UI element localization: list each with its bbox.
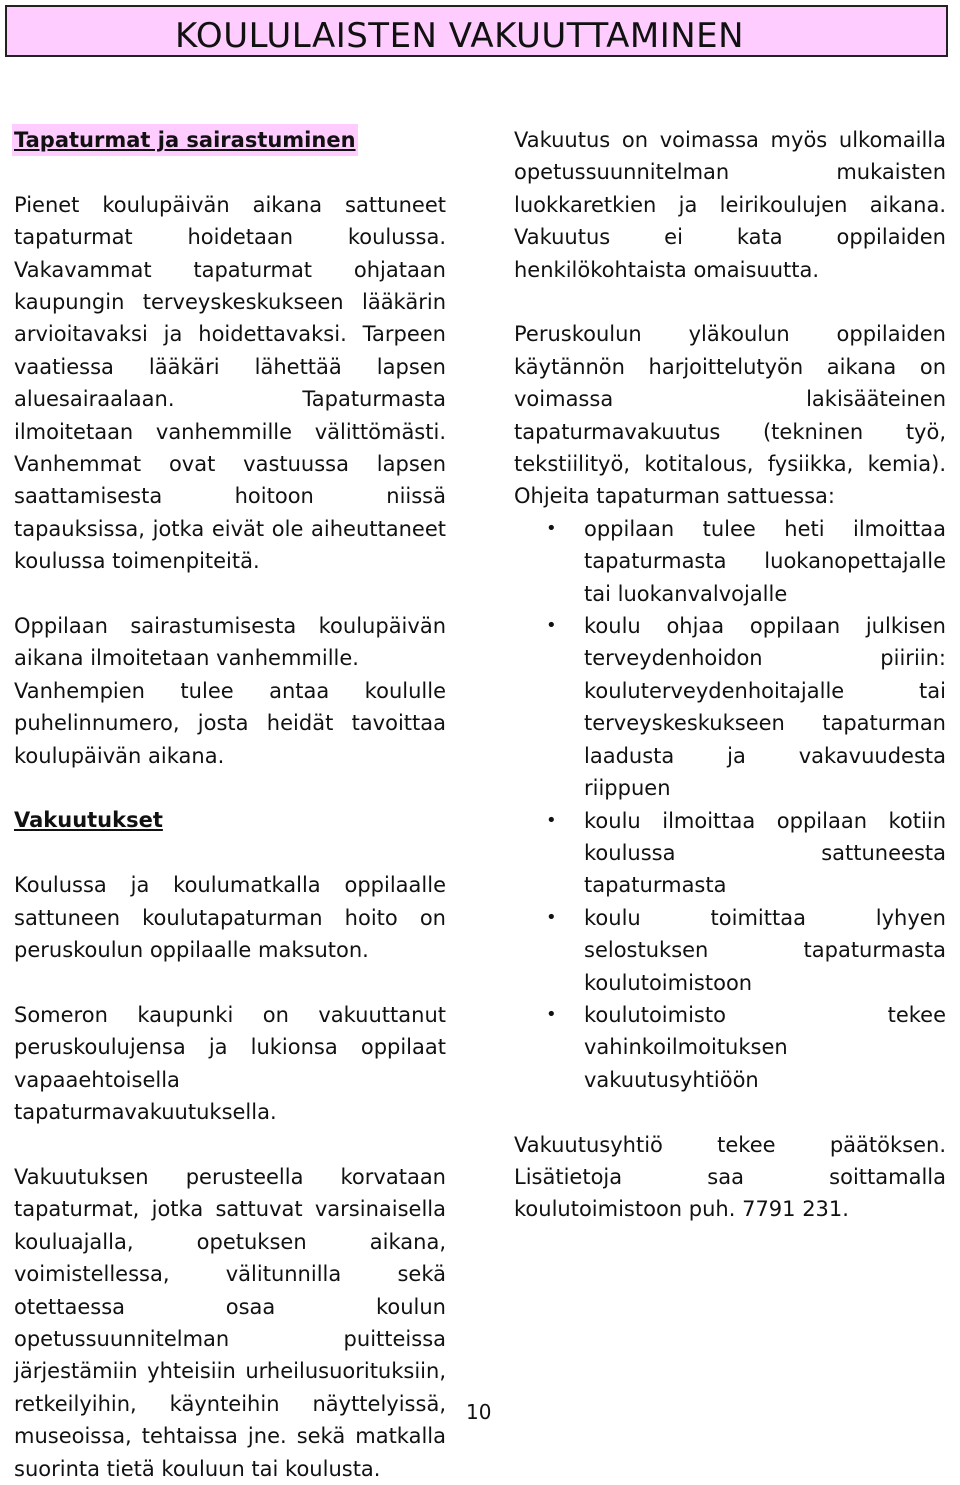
left-column (14, 124, 446, 1485)
paragraph-work-practice: Peruskoulun yläkoulun oppilaiden käytännön harjoittelutyön aikana on voimassa lakisääteinen tapaturmavakuutus (tekninen työ, tekstiilityö, kotitalous, fysiikka, kemia). Ohjeita tapaturman sattuessa: (514, 322, 946, 509)
section-heading-insurance: Vakuutukset (14, 808, 163, 833)
paragraph-phone: Vanhempien tulee antaa koululle puhelinnumero, josta heidät tavoittaa koulupäivän aikana. (14, 678, 446, 768)
list-item: • oppilaan tulee heti ilmoittaa tapaturmasta luokanopettajalle tai luokanvalvojalle (514, 513, 946, 610)
bullet-icon: • (546, 615, 557, 637)
page-number: 10 (466, 1400, 492, 1424)
list-item: • koulu ilmoittaa oppilaan kotiin koulussa sattuneesta tapaturmasta (514, 805, 946, 902)
bullet-icon: • (546, 517, 557, 539)
right-column (514, 124, 946, 1226)
paragraph-voluntary-insurance: Someron kaupunki on vakuuttanut peruskoulujensa ja lukionsa oppilaat vapaaehtoisella tapaturmavakuutuksella. (14, 1002, 446, 1125)
bullet-icon: • (546, 906, 557, 928)
bullet-icon: • (546, 1003, 557, 1025)
paragraph-coverage: Vakuutuksen perusteella korvataan tapaturmat, jotka sattuvat varsinaisella kouluajalla, opetuksen aikana, voimistellessa, välitunnilla sekä otettaessa osaa koulun opetussuunnitelman puitteissa järjestämiin yhteisiin urheilusuorituksiin, retkeilyihin, käynteihin näyttelyissä, museoissa, tehtaissa jne. sekä matkalla suorinta tietä kouluun tai koulusta. (14, 1164, 446, 1481)
list-item: • koulutoimisto tekee vahinkoilmoituksen vakuutusyhtiöön (514, 999, 946, 1096)
title-banner (5, 5, 948, 57)
section-heading-accidents: Tapaturmat ja sairastuminen (12, 124, 358, 156)
paragraph-illness: Oppilaan sairastumisesta koulupäivän aikana ilmoitetaan vanhemmille. (14, 614, 446, 671)
paragraph-accidents: Pienet koulupäivän aikana sattuneet tapaturmat hoidetaan koulussa. Vakavammat tapaturmat ohjataan kaupungin terveyskeskukseen lääkärin arvioitavaksi ja hoidettavaksi. Tarpeen vaatiessa lääkäri lähettää lapsen aluesairaalaan. Tapaturmasta ilmoitetaan vanhemmille välittömästi. Vanhemmat ovat vastuussa lapsen saattamisesta hoitoon niissä tapauksissa, jotka eivät ole aiheuttaneet koulussa toimenpiteitä. (14, 192, 446, 574)
bullet-icon: • (546, 809, 557, 831)
page-title: KOULULAISTEN VAKUUTTAMINEN (175, 16, 745, 56)
paragraph-decision: Vakuutusyhtiö tekee päätöksen. Lisätietoja saa soittamalla koulutoimistoon puh. 7791 231. (514, 1132, 946, 1222)
paragraph-abroad: Vakuutus on voimassa myös ulkomailla opetussuunnitelman mukaisten luokkaretkien ja leirikoulujen aikana. Vakuutus ei kata oppilaiden henkilökohtaista omaisuutta. (514, 128, 946, 282)
list-item: • koulu ohjaa oppilaan julkisen terveydenhoidon piiriin: kouluterveydenhoitajalle tai terveyskeskukseen tapaturman laadusta ja vakavuudesta riippuen (514, 610, 946, 804)
instruction-list (514, 513, 946, 1096)
list-item: • koulu toimittaa lyhyen selostuksen tapaturmasta koulutoimistoon (514, 902, 946, 999)
paragraph-free-care: Koulussa ja koulumatkalla oppilaalle sattuneen koulutapaturman hoito on peruskoulun oppilaalle maksuton. (14, 873, 446, 963)
